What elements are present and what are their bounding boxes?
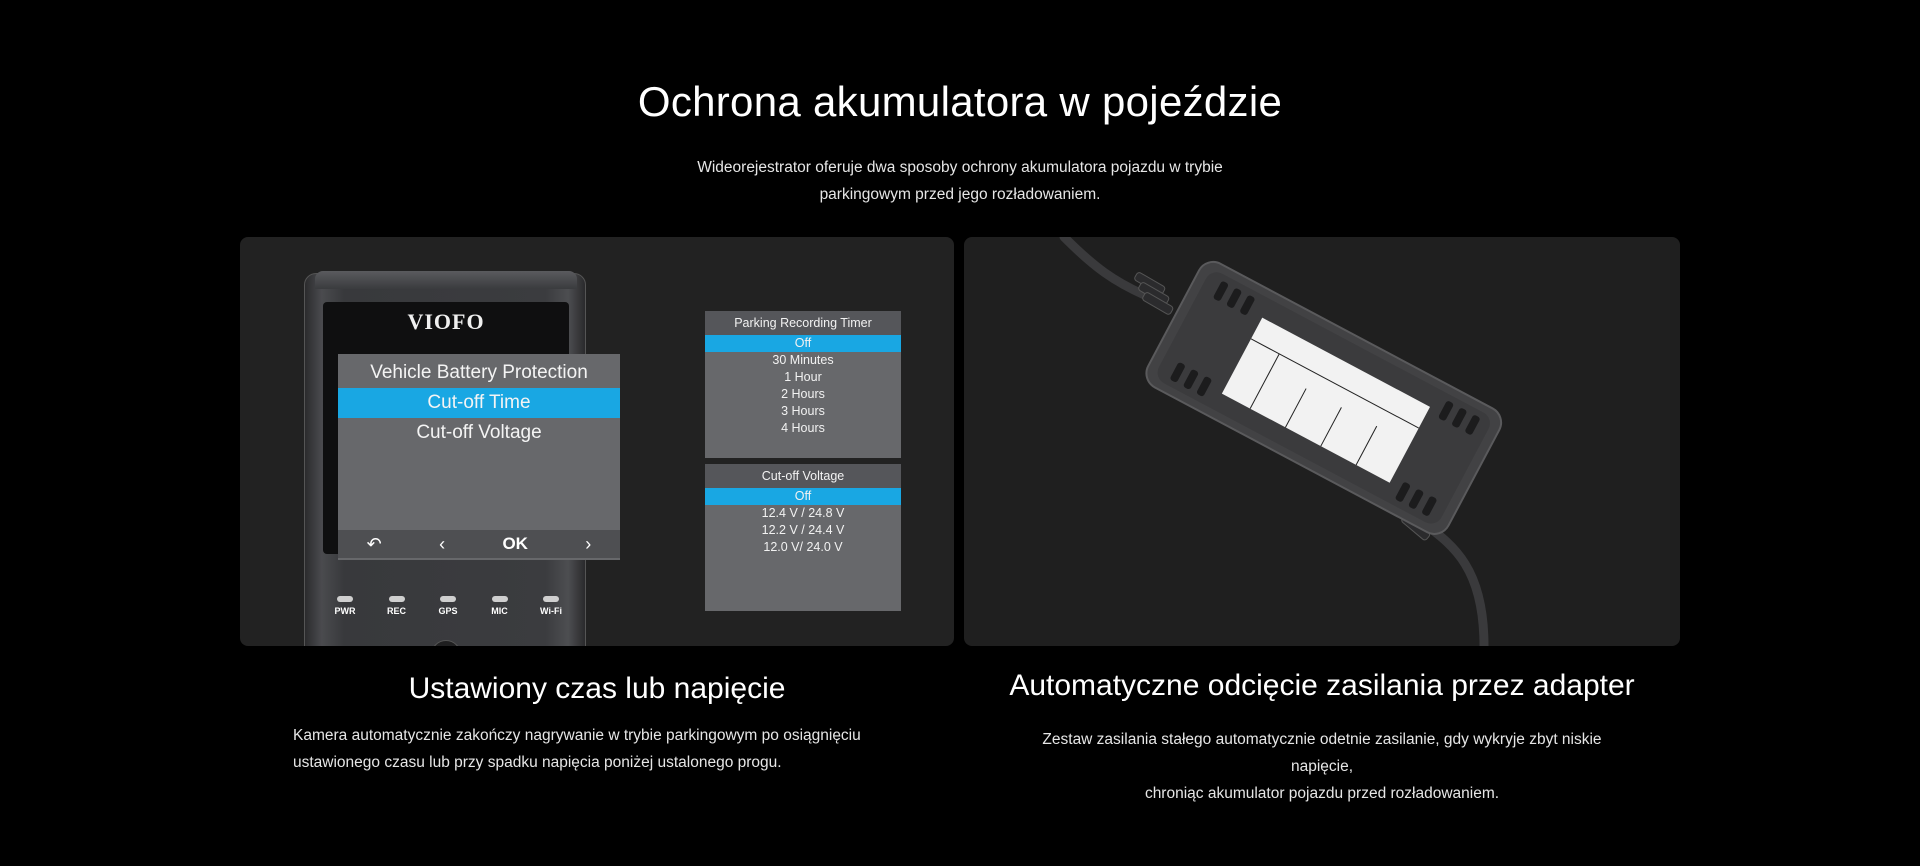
lcd-menu-list	[338, 358, 620, 448]
feature-left-text	[293, 722, 913, 776]
lcd-menu-item-cutoff-time[interactable]: Cut-off Time	[338, 388, 620, 418]
back-icon[interactable]: ↶	[366, 533, 382, 554]
timer-option[interactable]: 4 Hours	[781, 421, 825, 435]
parking-timer-menu	[705, 311, 901, 458]
led-wifi	[529, 596, 573, 616]
timer-option[interactable]: 1 Hour	[784, 370, 822, 384]
hardwire-adapter-image	[964, 237, 1680, 646]
lcd-menu-item-battery-protection[interactable]: Vehicle Battery Protection	[370, 362, 588, 383]
led-indicator	[337, 596, 353, 602]
page-title: Ochrona akumulatora w pojeździe	[637, 78, 1283, 125]
feature-right-text-line: chroniąc akumulator pojazdu przed rozładowaniem.	[1144, 785, 1500, 802]
emergency-button	[431, 640, 461, 646]
dashcam-panel	[240, 237, 954, 646]
voltage-option[interactable]: 12.2 V / 24.4 V	[761, 523, 845, 537]
ok-button[interactable]: OK	[502, 534, 528, 553]
feature-right-text-line: Zestaw zasilania stałego automatycznie odetnie zasilanie, gdy wykryje zbyt niskie napięcie,	[1042, 731, 1602, 775]
led-pwr	[323, 596, 367, 616]
led-label: Wi-Fi	[540, 606, 562, 616]
chevron-left-icon[interactable]: ‹	[439, 533, 446, 554]
feature-left-title: Ustawiony czas lub napięcie	[408, 672, 786, 705]
timer-option[interactable]: Off	[705, 335, 901, 352]
timer-option[interactable]: 30 Minutes	[772, 353, 834, 367]
timer-option[interactable]: 2 Hours	[781, 387, 825, 401]
brand-logo: VIOFO	[407, 309, 485, 334]
intro-text: Wideorejestrator oferuje dwa sposoby ochrony akumulatora pojazdu w trybie parkingowym przed jego rozładowaniem.	[697, 159, 1223, 203]
led-rec	[375, 596, 419, 616]
feature-left-text-line: Kamera automatycznie zakończy nagrywanie w trybie parkingowym po osiągnięciu	[293, 727, 861, 744]
led-label: REC	[386, 606, 406, 616]
led-label: PWR	[334, 606, 356, 616]
lcd-menu-item-cutoff-voltage[interactable]: Cut-off Voltage	[416, 422, 542, 443]
feature-right-title: Automatyczne odcięcie zasilania przez adapter	[1009, 669, 1635, 702]
lcd-nav-bar	[338, 530, 620, 558]
parking-timer-title: Parking Recording Timer	[705, 311, 901, 335]
led-mic	[478, 596, 522, 616]
led-indicator	[389, 596, 405, 602]
timer-option[interactable]: 3 Hours	[781, 404, 825, 418]
led-label: MIC	[491, 606, 508, 616]
led-indicator	[492, 596, 508, 602]
led-gps	[426, 596, 470, 616]
led-indicator	[543, 596, 559, 602]
cutoff-voltage-menu	[705, 464, 901, 611]
status-leds	[323, 596, 573, 616]
device-top	[315, 271, 577, 289]
chevron-right-icon[interactable]: ›	[585, 533, 592, 554]
led-label: GPS	[438, 606, 458, 616]
cutoff-voltage-title: Cut-off Voltage	[705, 464, 901, 488]
feature-right-text	[1010, 726, 1634, 807]
hardwire-adapter-panel	[964, 237, 1680, 646]
voltage-option[interactable]: 12.0 V/ 24.0 V	[763, 540, 843, 554]
feature-left-text-line: ustawionego czasu lub przy spadku napięcia poniżej ustalonego progu.	[293, 754, 782, 771]
led-indicator	[440, 596, 456, 602]
dashcam-device	[304, 273, 592, 646]
voltage-option[interactable]: Off	[705, 488, 901, 505]
voltage-option[interactable]: 12.4 V / 24.8 V	[761, 506, 845, 520]
